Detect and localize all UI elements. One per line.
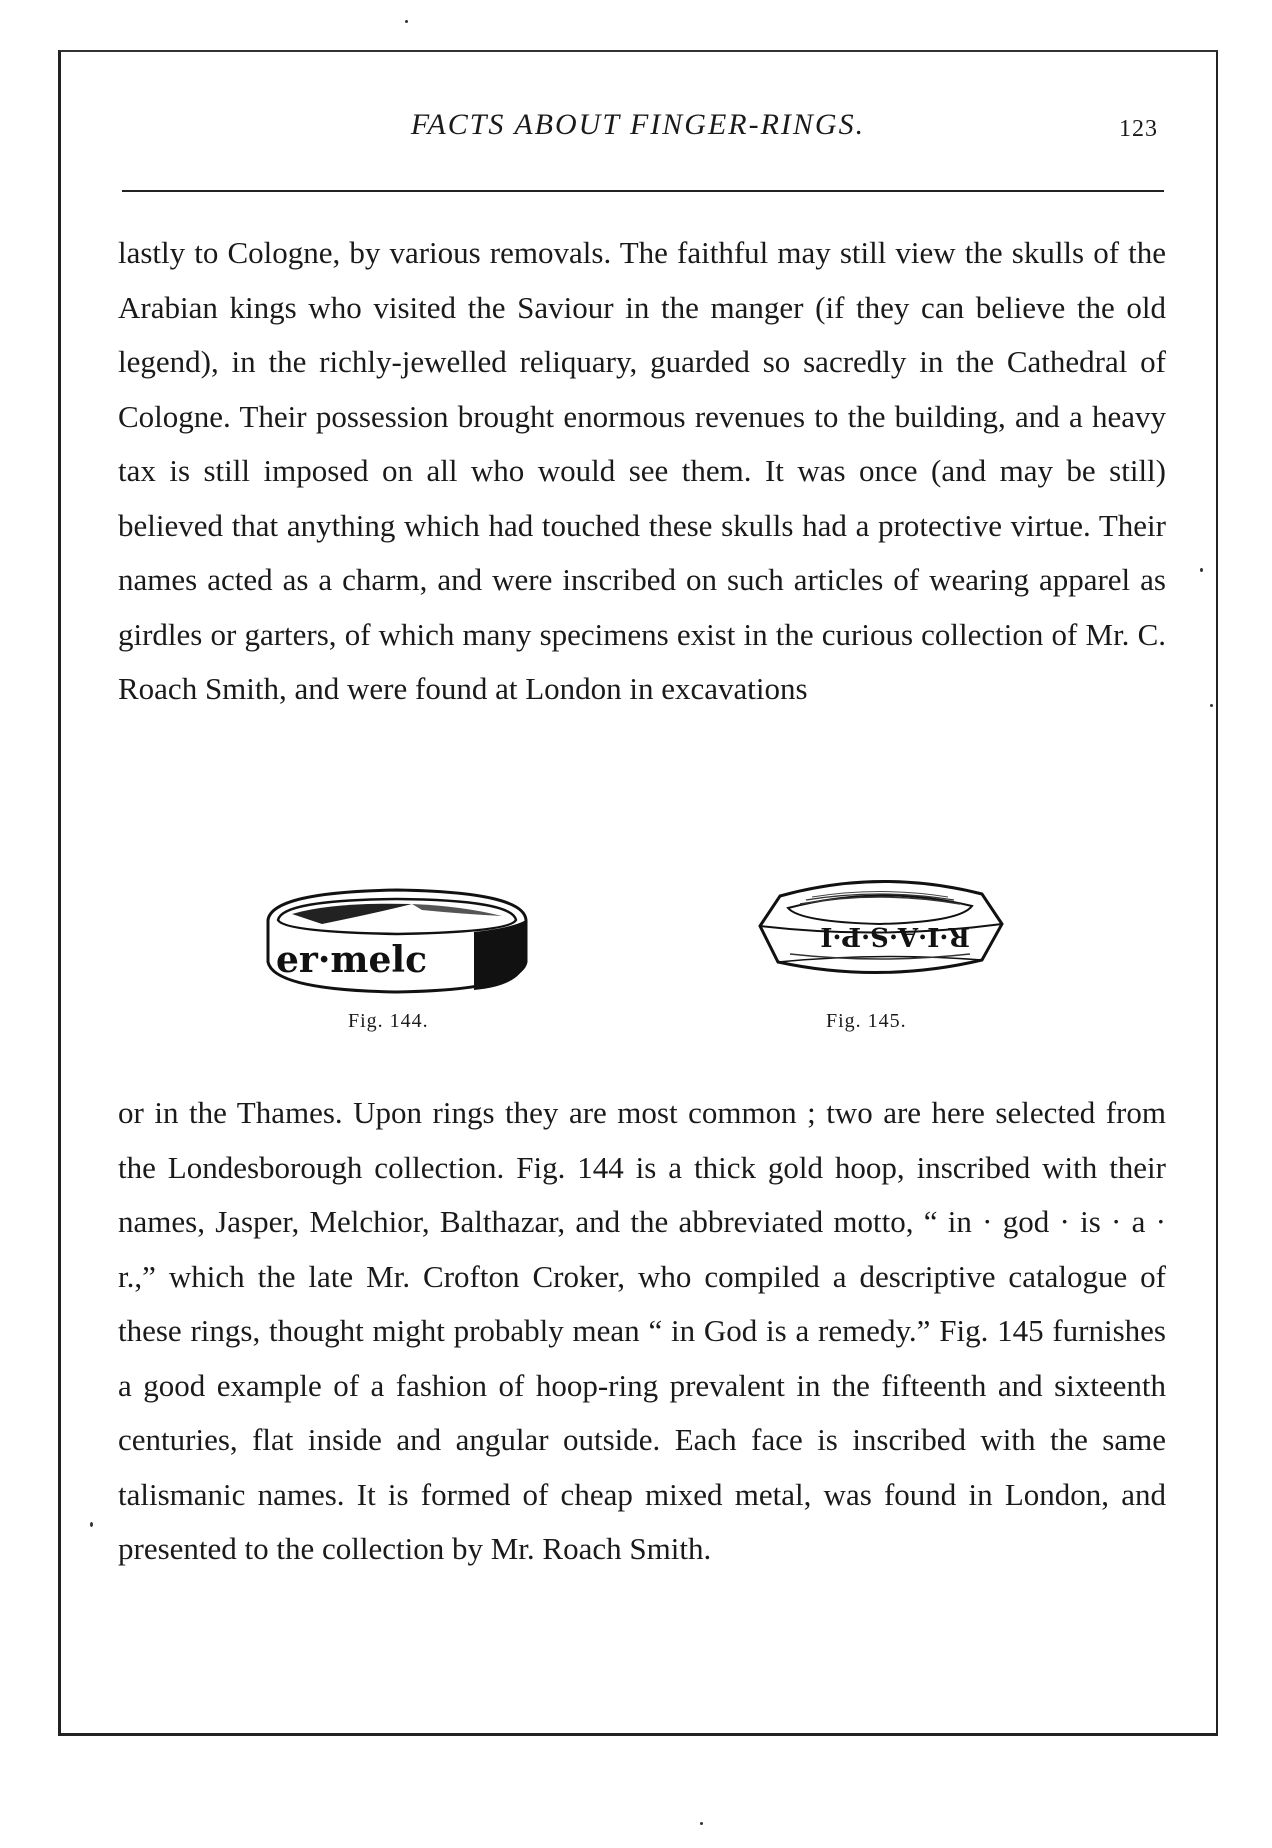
figure-145-ring-illustration xyxy=(750,870,1010,990)
paragraph-1: lastly to Cologne, by various removals. The faithful may still view the skulls of the Arabian kings who visited the Saviour in the manger (if they can believe the old legend), in the richly-jewelled reliquary, guarded so sacredly in the Cathedral of Cologne. Their possession brought enormous revenues to the building, and a heavy tax is still imposed on all who would see them. It was once (and may be still) believed that anything which had touched these skulls had a protective virtue. Their names acted as a charm, and were inscribed on such articles of wearing apparel as girdles or garters, of which many specimens exist in the curious collection of Mr. C. Roach Smith, and were found at London in excavations xyxy=(118,235,1166,706)
figure-144-ring-illustration xyxy=(262,880,532,1000)
header-rule xyxy=(122,190,1164,192)
figure-144-caption: Fig. 144. xyxy=(348,1010,429,1032)
page-number: 123 xyxy=(1119,116,1158,142)
speck-top xyxy=(405,20,408,23)
running-title: FACTS ABOUT FINGER-RINGS. xyxy=(410,108,866,141)
speck-left xyxy=(90,1522,93,1527)
speck-bottom xyxy=(700,1822,703,1825)
speck-right xyxy=(1200,568,1203,572)
figure-144-inscription: er·melc xyxy=(276,939,427,981)
figure-145-caption: Fig. 145. xyxy=(826,1010,907,1032)
page-header xyxy=(118,108,1158,158)
paragraph-2: or in the Thames. Upon rings they are most common ; two are here selected from the Londesborough collection. Fig. 144 is a thick gold hoop, inscribed with their names, Jasper, Melchior, Balthazar, and the abbreviated motto, “ in · god · is · a · r.,” which the late Mr. Crofton Croker, who compiled a descriptive catalogue of these rings, thought might probably mean “ in God is a remedy.” Fig. 145 furnishes a good example of a fashion of hoop-ring prevalent in the fifteenth and sixteenth centuries, flat inside and angular outside. Each face is inscribed with the same talismanic names. It is formed of cheap mixed metal, was found in London, and presented to the collection by Mr. Roach Smith. xyxy=(118,1095,1166,1566)
figure-145-inscription: R·I·A·S·P·I xyxy=(820,921,970,951)
speck-margin xyxy=(1210,704,1213,707)
